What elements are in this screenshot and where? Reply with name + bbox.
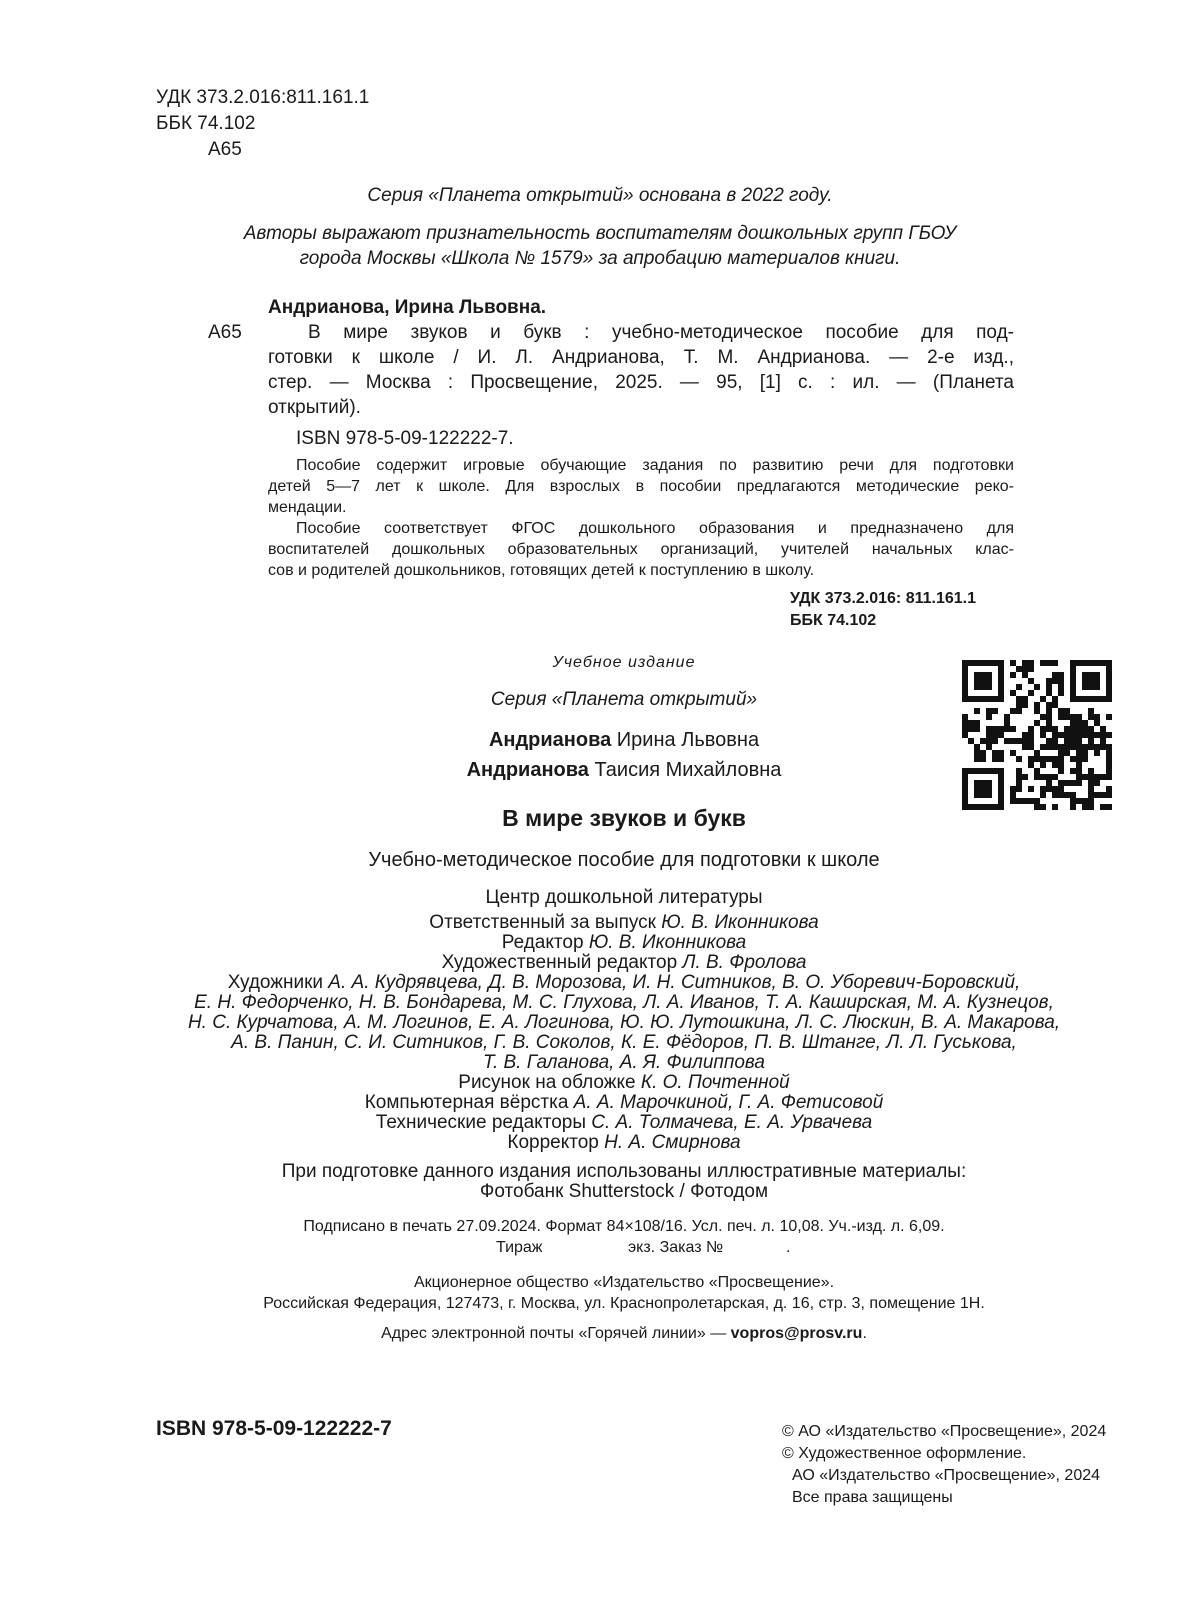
catalog-udk: УДК 373.2.016: 811.161.1 xyxy=(790,590,976,607)
order-label: экз. Заказ № xyxy=(628,1239,724,1256)
credit-role: Корректор xyxy=(507,1132,605,1153)
annotation-1-line-3: мендации. xyxy=(268,499,347,516)
author-2-surname: Андрианова xyxy=(466,759,589,781)
artists-line-5: Т. В. Галанова, А. Я. Филиппова xyxy=(483,1052,765,1073)
credit-names: Ю. В. Иконникова xyxy=(588,932,747,953)
artists-line-2: Е. Н. Федорченко, Н. В. Бондарева, М. С. Глухова, Л. А. Иванов, Т. А. Каширская, М. А. Кузнецов, xyxy=(194,992,1054,1013)
hotline-email xyxy=(220,1323,1028,1344)
credit-names: С. А. Толмачева, Е. А. Урвачева xyxy=(591,1112,873,1133)
credit-role: Редактор xyxy=(501,932,589,953)
print-info: Подписано в печать 27.09.2024. Формат 84×108/16. Усл. печ. л. 10,08. Уч.-изд. л. 6,09. xyxy=(303,1218,945,1235)
credit-names: Ю. В. Иконникова xyxy=(661,912,819,933)
author-1-names: Ирина Львовна xyxy=(611,729,760,751)
email-link[interactable]: vopros@prosv.ru xyxy=(730,1325,863,1342)
artists-line-3: Н. С. Курчатова, А. М. Логинов, Е. А. Логинова, Ю. Ю. Лутошкина, Л. С. Люскин, В. А. Макарова, xyxy=(187,1012,1061,1033)
footer-isbn: ISBN 978-5-09-122222-7 xyxy=(156,1417,392,1440)
catalog-bbk: ББК 74.102 xyxy=(790,612,877,629)
annotation-2-line-2: воспитателей дошкольных образовательных организаций, учителей начальных клас- xyxy=(268,541,1014,558)
qr-code xyxy=(962,660,1112,810)
email-suffix: . xyxy=(862,1325,867,1342)
credit-names: Н. А. Смирнова xyxy=(604,1132,741,1153)
catalog-entry-line-4: открытий). xyxy=(268,397,361,418)
artists-line-4: А. В. Панин, С. И. Ситников, Г. В. Соколов, К. Е. Фёдоров, П. В. Штанге, Л. Л. Гуськова, xyxy=(231,1032,1017,1053)
copyright-line-4: Все права защищены xyxy=(792,1489,953,1506)
imprint-author-2 xyxy=(400,758,848,783)
credit-names: К. О. Почтенной xyxy=(640,1072,790,1093)
credit-role: Рисунок на обложке xyxy=(458,1072,641,1093)
imprint-author-1 xyxy=(400,728,848,753)
artists-label: Художники xyxy=(227,972,329,993)
catalog-entry-line-1: В мире звуков и букв : учебно-методическое пособие для под- xyxy=(308,322,1014,343)
credit-names: Л. В. Фролова xyxy=(682,952,807,973)
catalog-code: А65 xyxy=(208,322,242,343)
author-1-surname: Андрианова xyxy=(488,729,612,751)
catalog-entry-line-3: стер. — Москва : Просвещение, 2025. — 95, [1] с. : ил. — (Планета xyxy=(268,372,1014,393)
author-2-names: Таисия Михайловна xyxy=(588,759,782,781)
publisher-line-1: Акционерное общество «Издательство «Просвещение». xyxy=(413,1274,835,1291)
annotation-2-line-3: сов и родителей дошкольников, готовящих детей к поступлению в школу. xyxy=(268,562,815,579)
credit-line xyxy=(300,1131,948,1155)
edition-type: Учебное издание xyxy=(552,654,696,671)
author-code-header: А65 xyxy=(208,139,242,160)
copyright-line-3: АО «Издательство «Просвещение», 2024 xyxy=(792,1467,1101,1484)
book-title: В мире звуков и букв xyxy=(502,805,746,831)
credit-role: Компьютерная вёрстка xyxy=(364,1092,574,1113)
copyright-line-2: © Художественное оформление. xyxy=(782,1445,1027,1462)
order-dot: . xyxy=(786,1239,791,1256)
materials-line-1: При подготовке данного издания использованы иллюстративные материалы: xyxy=(281,1161,967,1182)
annotation-2-line-1: Пособие соответствует ФГОС дошкольного образования и предназначено для xyxy=(296,520,1014,537)
copyright-line-1: © АО «Издательство «Просвещение», 2024 xyxy=(782,1423,1107,1440)
udk-header: УДК 373.2.016:811.161.1 xyxy=(156,87,370,108)
book-subtitle: Учебно-методическое пособие для подготовки к школе xyxy=(368,849,880,871)
imprint-series: Серия «Планета открытий» xyxy=(490,689,758,710)
bbk-header: ББК 74.102 xyxy=(156,113,256,134)
email-label: Адрес электронной почты «Горячей линии» — xyxy=(381,1325,731,1342)
credit-role: Ответственный за выпуск xyxy=(429,912,662,933)
catalog-isbn: ISBN 978-5-09-122222-7. xyxy=(296,428,514,449)
acknowledgement-line-2: города Москвы «Школа № 1579» за апробацию материалов книги. xyxy=(299,248,901,269)
artists-names: А. А. Кудрявцева, Д. В. Морозова, И. Н. Ситников, В. О. Уборевич-Боровский, xyxy=(328,972,1021,993)
catalog-entry-line-2: готовки к школе / И. Л. Андрианова, Т. М. Андрианова. — 2-е изд., xyxy=(268,347,1014,368)
acknowledgement-line-1: Авторы выражают признательность воспитателям дошкольных групп ГБОУ xyxy=(243,223,957,244)
annotation-1-line-2: детей 5—7 лет к школе. Для взрослых в пособии предлагаются методические реко- xyxy=(268,478,1014,495)
publishing-center: Центр дошкольной литературы xyxy=(485,887,763,908)
catalog-author-heading: Андрианова, Ирина Львовна. xyxy=(268,297,547,318)
materials-line-2: Фотобанк Shutterstock / Фотодом xyxy=(479,1181,769,1202)
tirazh-label: Тираж xyxy=(496,1239,543,1256)
series-note: Серия «Планета открытий» основана в 2022 году. xyxy=(367,185,833,206)
annotation-1-line-1: Пособие содержит игровые обучающие задания по развитию речи для подготовки xyxy=(296,457,1014,474)
credit-role: Технические редакторы xyxy=(375,1112,592,1133)
publisher-line-2: Российская Федерация, 127473, г. Москва, ул. Краснопролетарская, д. 16, стр. 3, помещение 1Н. xyxy=(263,1295,985,1312)
credit-role: Художественный редактор xyxy=(441,952,683,973)
credit-names: А. А. Марочкиной, Г. А. Фетисовой xyxy=(573,1092,884,1113)
